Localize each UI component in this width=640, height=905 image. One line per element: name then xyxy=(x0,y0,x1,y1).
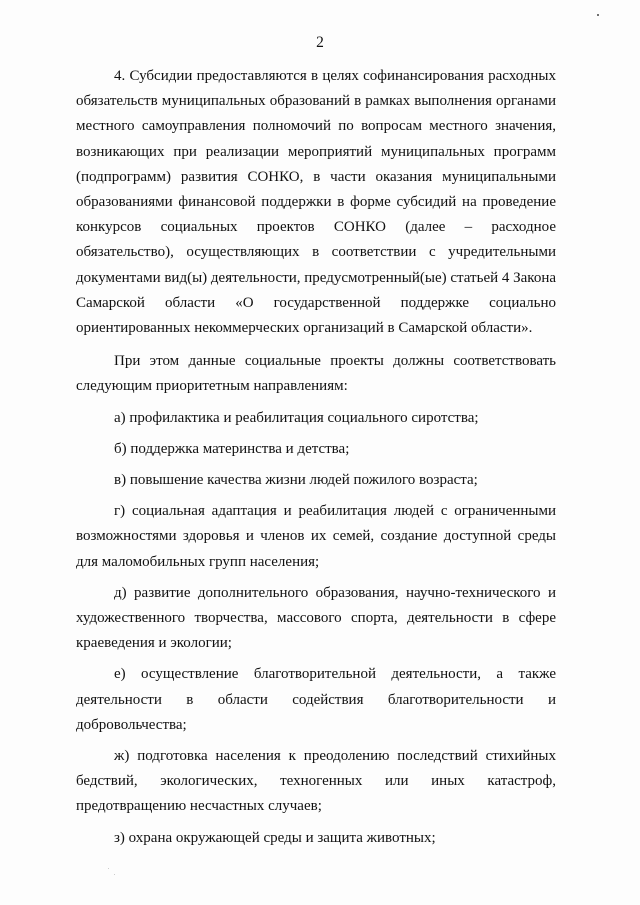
paragraph-subsidy-purpose: 4. Субсидии предоставляются в целях софинансирования расходных обязательств муниципальных образований в рамках выполнения органами местного самоуправления полномочий по вопросам местного значения, возникающих при реализации мероприятий муниципальных программ (подпрограмм) развития СОНКО, в части оказания муниципальными образованиями финансовой поддержки в форме субсидий на проведение конкурсов социальных проектов СОНКО (далее – расходное обязательство), осуществляющих в соответствии с учредительными документами вид(ы) деятельности, предусмотренный(ые) статьей 4 Закона Самарской области «О государственной поддержке социально ориентированных некоммерческих организаций в Самарской области». xyxy=(76,68,557,337)
list-item-zh: ж) подготовка населения к преодолению последствий стихийных бедствий, экологических, техногенных или иных катастроф, предотвращению несчастных случаев; xyxy=(76,748,556,815)
list-item-b: б) поддержка материнства и детства; xyxy=(114,440,350,457)
list-item-g: г) социальная адаптация и реабилитация людей с ограниченными возможностями здоровья и членов их семей, создание доступной среды для маломобильных групп населения; xyxy=(76,503,556,570)
scan-speck xyxy=(108,868,109,869)
list-item-z: з) охрана окружающей среды и защита животных; xyxy=(114,829,436,846)
scan-speck xyxy=(597,14,599,16)
document-body xyxy=(76,64,556,851)
page-number: 2 xyxy=(316,34,324,51)
scan-speck xyxy=(114,874,115,875)
list-item-v: в) повышение качества жизни людей пожилого возраста; xyxy=(114,472,478,489)
list-item-d: д) развитие дополнительного образования, научно-технического и художественного творчества, массового спорта, деятельности в сфере краеведения и экологии; xyxy=(76,584,556,652)
list-item-e: е) осуществление благотворительной деятельности, а также деятельности в области содействия благотворительности и добровольчества; xyxy=(76,666,556,733)
list-item-a: а) профилактика и реабилитация социального сиротства; xyxy=(114,409,479,426)
paragraph-priority-intro: При этом данные социальные проекты должны соответствовать следующим приоритетным направлениям: xyxy=(76,353,556,395)
